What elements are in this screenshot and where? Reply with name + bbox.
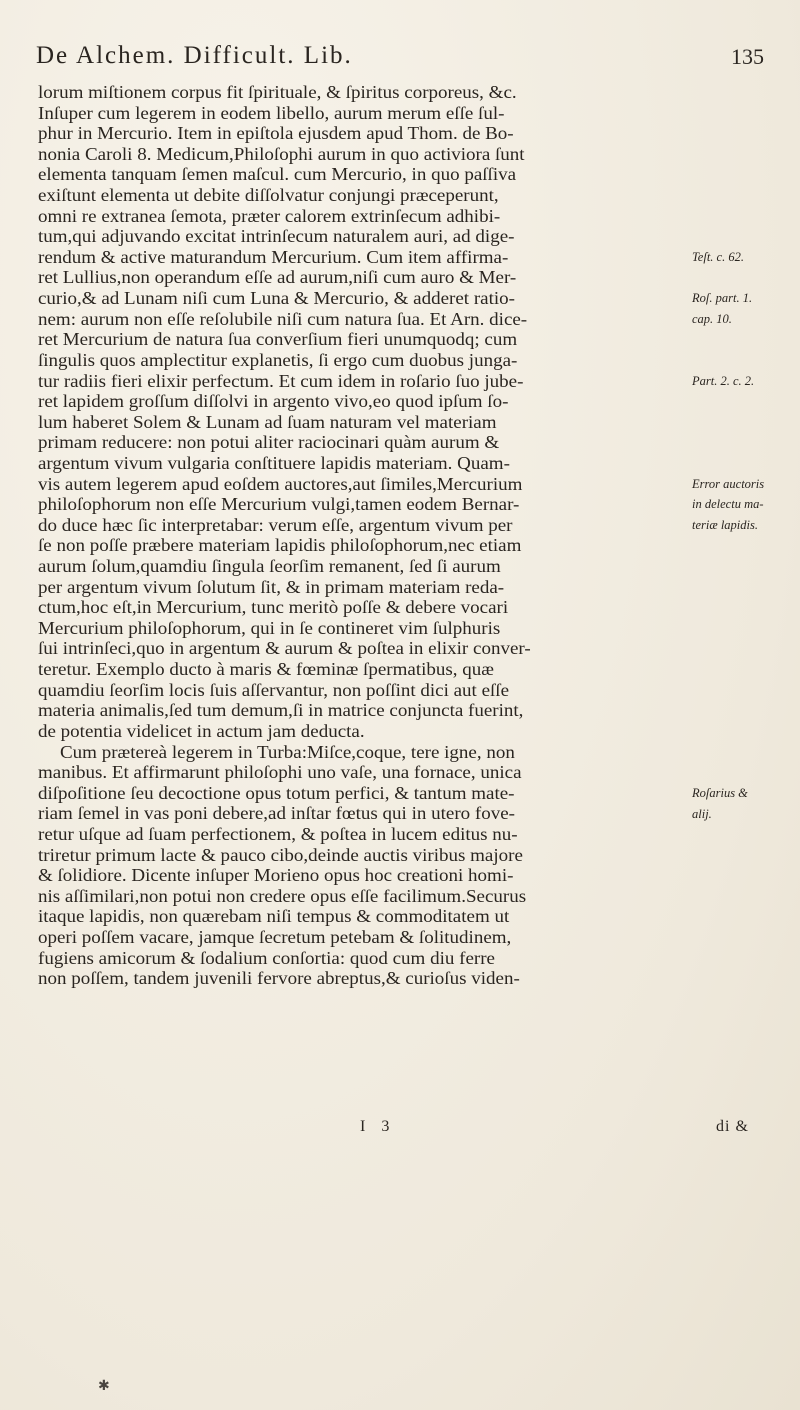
text-line: quamdiu ſeorſim locis ſuis aſſervantur, non poſſint dici aut eſſe: [38, 679, 510, 700]
text-line: lum haberet Solem & Lunam ad ſuam naturam vel materiam: [38, 411, 497, 432]
text-line: diſpoſitione ſeu decoctione opus totum perfici, & tantum mate-: [38, 782, 515, 803]
text-line: itaque lapidis, non quærebam niſi tempus & commoditatem ut: [38, 906, 510, 927]
text-line: phur in Mercurio. Item in epiſtola ejusdem apud Thom. de Bo-: [38, 123, 514, 144]
text-line: primam reducere: non potui aliter raciocinari quàm aurum &: [38, 432, 500, 453]
text-line: nis aſſimilari,non potui non credere opus eſſe facilimum.Securus: [38, 885, 527, 906]
body-text: [38, 82, 678, 989]
text-line: fugiens amicorum & ſodalium conſortia: quod cum diu ferre: [38, 947, 495, 968]
text-line: manibus. Et affirmarunt philoſophi uno vaſe, una fornace, unica: [38, 762, 522, 783]
text-line: elementa tanquam ſemen maſcul. cum Mercurio, in quo paſſiva: [38, 164, 517, 185]
text-line: curio,& ad Lunam niſi cum Luna & Mercurio, & adderet ratio-: [38, 288, 516, 309]
text-line: ſingulis quos amplectitur explanetis, ſi ergo cum duobus junga-: [38, 349, 518, 370]
text-line: ſe non poſſe præbere materiam lapidis philoſophorum,nec etiam: [38, 535, 522, 556]
text-line: retur uſque ad ſuam perfectionem, & poſtea in lucem editus nu-: [38, 823, 518, 844]
text-line: ctum,hoc eſt,in Mercurium, tunc meritò poſſe & debere vocari: [38, 597, 509, 618]
text-line: lorum miſtionem corpus fit ſpirituale, & ſpiritus corporeus, &c.: [38, 82, 517, 102]
text-line: philoſophorum non eſſe Mercurium vulgi,tamen eodem Bernar-: [38, 494, 520, 515]
text-line: operi poſſem vacare, jamque ſecretum petebam & ſolitudinem,: [38, 926, 512, 947]
text-line: do duce hæc ſic interpretabar: verum eſſe, argentum vivum per: [38, 514, 513, 535]
text-line: nem: aurum non eſſe reſolubile niſi cum natura ſua. Et Arn. dice-: [38, 308, 528, 329]
text-line: & ſolidiore. Dicente inſuper Morieno opus hoc creationi homi-: [38, 865, 514, 886]
margin-note: Teſt. c. 62.: [692, 249, 744, 264]
text-line: triretur primum lacte & pauco cibo,deinde auctis viribus majore: [38, 844, 523, 865]
text-line: tum,qui adjuvando excitat intrinſecum naturalem auri, ad dige-: [38, 226, 515, 247]
margin-note: Error auctoris: [692, 476, 765, 491]
text-line: riam ſemel in vas poni debere,ad inſtar fœtus qui in utero fove-: [38, 803, 516, 824]
text-line: teretur. Exemplo ducto à maris & fœminæ ſpermatibus, quæ: [38, 659, 494, 680]
ink-speck: ✱: [98, 1379, 110, 1394]
text-line: rendum & active maturandum Mercurium. Cum item affirma-: [38, 246, 509, 267]
signature-mark: I 3: [360, 1118, 396, 1135]
text-line: ſui intrinſeci,quo in argentum & aurum & poſtea in elixir conver-: [38, 638, 531, 659]
text-line: ret Lullius,non operandum eſſe ad aurum,niſi cum auro & Mer-: [38, 267, 517, 288]
text-line: nonia Caroli 8. Medicum,Philoſophi aurum in quo activiora ſunt: [38, 143, 525, 164]
running-title: De Alchem. Difficult. Lib.: [36, 42, 353, 69]
margin-note: Roſ. part. 1.: [692, 291, 753, 306]
running-header: [36, 42, 776, 76]
text-line: vis autem legerem apud eoſdem auctores,aut ſimiles,Mercurium: [38, 473, 523, 494]
text-line: omni re extranea ſemota, præter calorem extrinſecum adhibi-: [38, 205, 501, 226]
catchword: di &: [716, 1118, 749, 1135]
text-line: ret Mercurium de natura ſua converſium fieri unumquodq; cum: [38, 329, 518, 350]
text-line: de potentia videlicet in actum jam deducta.: [38, 720, 365, 741]
text-line: ret lapidem groſſum diſſolvi in argento vivo,eo quod ipſum ſo-: [38, 391, 509, 412]
text-line: Inſuper cum legerem in eodem libello, aurum merum eſſe ſul-: [38, 102, 505, 123]
text-line: materia animalis,ſed tum demum,ſi in matrice conjuncta fuerint,: [38, 700, 524, 721]
margin-note: alij.: [692, 806, 712, 821]
page-number: 135: [731, 44, 764, 69]
text-line: argentum vivum vulgaria conſtituere lapidis materiam. Quam-: [38, 452, 510, 473]
text-line: aurum ſolum,quamdiu ſingula ſeorſim remanent, ſed ſi aurum: [38, 556, 501, 577]
text-line: per argentum vivum ſolutum ſit, & in primam materiam reda-: [38, 576, 505, 597]
margin-note: teriæ lapidis.: [692, 518, 758, 533]
text-line: Cum prætereà legerem in Turba:Miſce,coque, tere igne, non: [60, 741, 515, 762]
margin-note: Roſarius &: [692, 786, 748, 801]
margin-note: cap. 10.: [692, 311, 732, 326]
text-line: Mercurium philoſophorum, qui in ſe contineret vim ſulphuris: [38, 617, 501, 638]
margin-note: Part. 2. c. 2.: [692, 373, 755, 388]
text-line: tur radiis fieri elixir perfectum. Et cum idem in roſario ſuo jube-: [38, 370, 524, 391]
text-line: non poſſem, tandem juvenili fervore abreptus,& curioſus viden-: [38, 968, 520, 989]
margin-note: in delectu ma-: [692, 497, 764, 512]
text-line: exiſtunt elementa ut debite diſſolvatur conjungi præceperunt,: [38, 185, 499, 206]
